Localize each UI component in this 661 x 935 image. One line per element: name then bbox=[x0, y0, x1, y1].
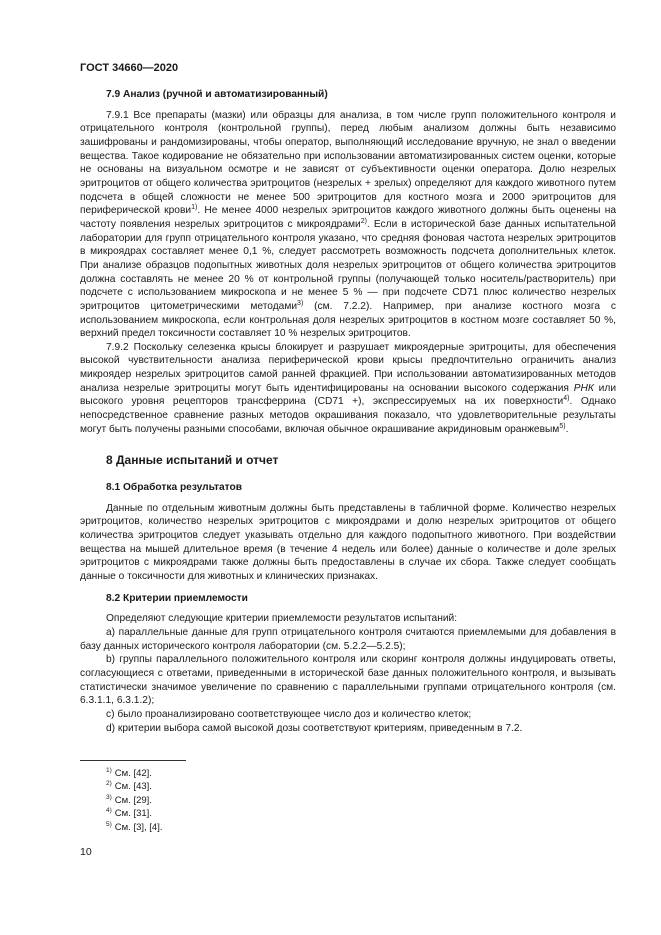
page-number: 10 bbox=[80, 846, 92, 858]
footnote: $^{5)}$ См. [3], [4]. bbox=[106, 820, 163, 833]
footnote: $^{4)}$ См. [31]. bbox=[106, 807, 152, 820]
footnote-divider bbox=[80, 760, 186, 761]
criteria-item-c: c) было проанализировано соответствующее число доз и количество клеток; bbox=[106, 708, 472, 720]
footnote-ref-1: 1) bbox=[191, 204, 198, 212]
footnote: $^{1)}$ См. [42]. bbox=[106, 767, 152, 779]
section-8-heading: 8 Данные испытаний и отчет bbox=[106, 453, 279, 468]
footnote: $^{2)}$ См. [43]. bbox=[106, 780, 152, 793]
section-8-1-heading: 8.1 Обработка результатов bbox=[106, 482, 243, 494]
paragraph-8-1: Данные по отдельным животным должны быть представлены в табличной форме. Количество незрелых эритроцитов, количество незрелых эритроцитов с микроядрами и долю незрелых эритроцитов от общего количества эритроцитов следует указывать отдельно для каждого подопытного животного. При воздействии вещества на мышей длительное время (в течение 4 недель или более) данные о количестве и доле зрелых эритроцитов с микроядрами также должны быть предоставлены в случае их сбора. Также следует сообщать данные о токсичности для животных и клинических признаках. bbox=[80, 502, 616, 582]
footnotes bbox=[106, 767, 163, 834]
section-8-2-heading: 8.2 Критерии приемлемости bbox=[106, 592, 248, 604]
page-content bbox=[80, 88, 616, 735]
footnote-ref-2: 2) bbox=[360, 217, 367, 225]
footnote: $^{3)}$ См. [29]. bbox=[106, 793, 152, 806]
criteria-item-d: d) критерии выбора самой высокой дозы соответствуют критериям, приведенным в 7.2. bbox=[106, 722, 523, 734]
footnote-ref-4: 4) bbox=[563, 395, 570, 403]
document-code: ГОСТ 34660—2020 bbox=[80, 62, 179, 74]
criteria-item-a: a) параллельные данные для групп отрицательного контроля считаются приемлемыми для добавления в базу данных исторического контроля лаборатории (см. 5.2.2—5.2.5); bbox=[80, 626, 616, 652]
section-7-9-heading: 7.9 Анализ (ручной и автоматизированный) bbox=[106, 89, 328, 100]
paragraph-8-2-intro: Определяют следующие критерии приемлемости результатов испытаний: bbox=[106, 613, 458, 625]
footnote-ref-3: 3) bbox=[297, 299, 304, 307]
paragraph-7-9-2: 7.9.2 Поскольку селезенка крысы блокирует и разрушает микроядерные эритроциты, для обеспечения высокой чувствительности анализа периферической крови крысы предпочтительно ограничить анализ микроядер незрелых эритроцитов самой ранней фракцией. При использовании автоматизированных методов анализа незрелые эритроциты могут быть идентифицированы на основании высокого содержания РНК или высокого уровня рецепторов трансферрина (CD71 +), экспрессируемых на их поверхности$^{4)}$. Однако непосредственное сравнение разных методов окрашивания показало, что удовлетворительные результаты могут быть получены разными способами, включая обычное окрашивание акридиновым оранжевым$^{5)}$. bbox=[80, 341, 617, 435]
paragraph-7-9-1: 7.9.1 Все препараты (мазки) или образцы для анализа, в том числе групп положительного контроля и отрицательного контроля (контрольной группы), перед любым анализом должны быть независимо зашифрованы и рандомизированы, чтобы оператор, выполняющий исследование вручную, не знал о введении вещества. Такое кодирование не обязательно при использовании автоматизированных систем оценки, которые не основаны на визуальном осмотре и не зависят от субъективности оценки оператора. Долю незрелых эритроцитов от общего количества эритроцитов (незрелых + зрелых) определяют для каждого животного путем подсчета в общей сложности не менее 500 эритроцитов для костного мозга и 2000 эритроцитов для периферической крови$^{1)}$. Не менее 4000 незрелых эритроцитов каждого животного должны быть оценены на частоту появления незрелых эритроцитов с микроядрами$^{2)}$. Если в исторической базе данных испытательной лаборатории для групп отрицательного контроля указано, что средняя фоновая частота незрелых эритроцитов в микроядрах составляет менее 0,1 %, следует рассмотреть возможность подсчета дополнительных клеток. При анализе образцов подопытных животных доля незрелых эритроцитов от общего количества эритроцитов должна составлять не менее 20 % от контрольной группы (получающей только носитель/растворитель) при подсчете с использованием микроскопа и не менее 5 % — при подсчете CD71 плюс количество незрелых эритроцитов цитометрическими методами$^{3)}$ (см. 7.2.2). Например, при анализе костного мозга с использованием микроскопа, если контрольная доля незрелых эритроцитов в костном мозге составляет 50 %, верхний предел токсичности составляет 10 % незрелых эритроцитов. bbox=[80, 109, 616, 340]
footnote-ref-5: 5) bbox=[559, 422, 566, 430]
criteria-item-b: b) группы параллельного положительного контроля или скоринг контроля должны индуцировать ответы, согласующиеся с ответами, приведенными в исторической базе данных положительного контроля, и вызывать статистически значимое увеличение по сравнению с параллельными группами отрицательного контроля (см. 6.3.1.1, 6.3.1.2); bbox=[80, 654, 616, 707]
